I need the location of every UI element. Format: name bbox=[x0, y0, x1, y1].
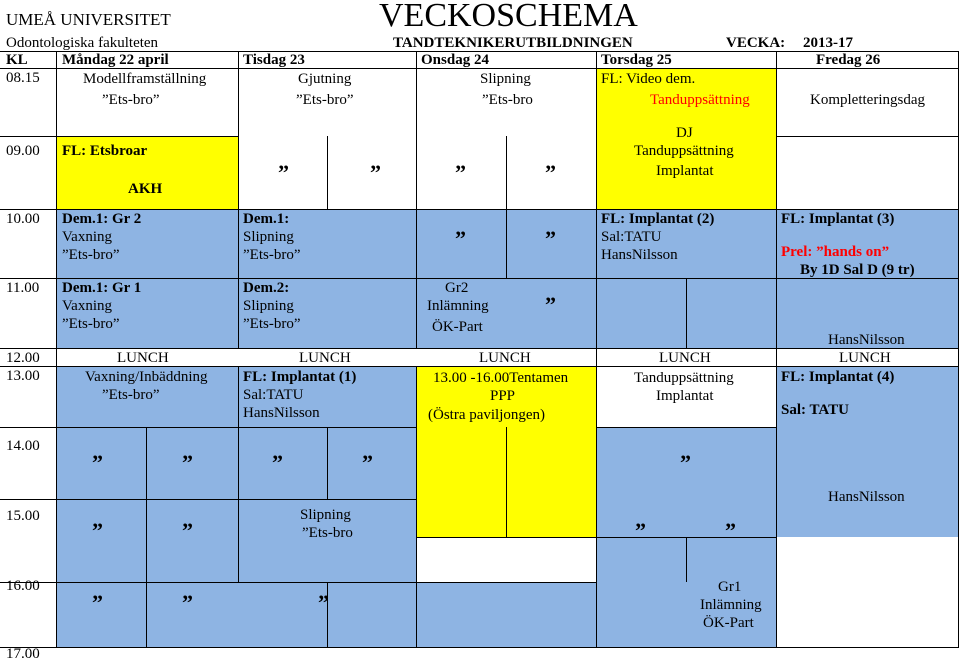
wednesday-1300-exam-name: PPP bbox=[490, 388, 516, 404]
day-header-friday: Fredag 26 bbox=[816, 52, 881, 68]
wednesday-1300-exam: 13.00 -16.00Tentamen bbox=[433, 370, 569, 386]
time-1000: 10.00 bbox=[6, 211, 40, 227]
ditto-mark: ” bbox=[545, 226, 556, 251]
week-value: 2013-17 bbox=[803, 35, 853, 51]
ditto-mark: ” bbox=[182, 518, 193, 543]
monday-1100-activity: Vaxning bbox=[62, 298, 112, 314]
monday-1300-topic: ”Ets-bro” bbox=[102, 387, 160, 403]
ditto-mark: ” bbox=[92, 450, 103, 475]
ditto-mark: ” bbox=[545, 292, 556, 317]
thursday-1600-group: Gr1 bbox=[718, 579, 742, 595]
ditto-mark: ” bbox=[182, 590, 193, 615]
wednesday-1100-group: Gr2 bbox=[445, 280, 469, 296]
day-header-tuesday: Tisdag 23 bbox=[243, 52, 305, 68]
ditto-mark: ” bbox=[545, 160, 556, 185]
week-label: VECKA: bbox=[726, 35, 786, 51]
wednesday-1100-course: ÖK-Part bbox=[432, 319, 483, 335]
program-name: TANDTEKNIKERUTBILDNINGEN bbox=[393, 35, 633, 51]
thursday-0815-topic: Tanduppsättning bbox=[650, 92, 750, 108]
ditto-mark: ” bbox=[455, 226, 466, 251]
ditto-mark: ” bbox=[182, 450, 193, 475]
tuesday-1300-room: Sal:TATU bbox=[243, 387, 304, 403]
tuesday-1000-topic: ”Ets-bro” bbox=[243, 247, 301, 263]
thursday-1300-activity: Tanduppsättning bbox=[634, 370, 734, 386]
ditto-mark: ” bbox=[455, 160, 466, 185]
monday-1100-topic: ”Ets-bro” bbox=[62, 316, 120, 332]
friday-morning-blue bbox=[776, 210, 959, 348]
wednesday-0815-course: Slipning bbox=[480, 71, 531, 87]
monday-1000-activity: Vaxning bbox=[62, 229, 112, 245]
monday-1000-demo: Dem.1: Gr 2 bbox=[62, 211, 142, 227]
university-name: UMEÅ UNIVERSITET bbox=[6, 10, 171, 29]
time-1700: 17.00 bbox=[6, 646, 40, 662]
friday-1000-location: By 1D Sal D (9 tr) bbox=[800, 262, 915, 278]
thursday-0815-lecture: FL: Video dem. bbox=[601, 71, 696, 87]
day-header-thursday: Torsdag 25 bbox=[601, 52, 672, 68]
time-1200: 12.00 bbox=[6, 350, 40, 366]
time-1600: 16.00 bbox=[6, 578, 40, 594]
tuesday-1500-topic: ”Ets-bro bbox=[302, 525, 353, 541]
friday-1000-lecture: FL: Implantat (3) bbox=[781, 211, 895, 227]
page-title: VECKOSCHEMA bbox=[379, 0, 638, 34]
time-1100: 11.00 bbox=[6, 280, 40, 296]
wednesday-0815-topic: ”Ets-bro bbox=[482, 92, 533, 108]
monday-0815-course: Modellframställning bbox=[83, 71, 207, 87]
tuesday-1100-demo: Dem.2: bbox=[243, 280, 290, 296]
time-1400: 14.00 bbox=[6, 438, 40, 454]
tuesday-1100-activity: Slipning bbox=[243, 298, 294, 314]
lunch-wednesday: LUNCH bbox=[479, 350, 531, 366]
monday-1100-demo: Dem.1: Gr 1 bbox=[62, 280, 142, 296]
friday-1300-lecture: FL: Implantat (4) bbox=[781, 369, 895, 385]
ditto-mark: ” bbox=[92, 590, 103, 615]
tuesday-0815-topic: ”Ets-bro” bbox=[296, 92, 354, 108]
time-1500: 15.00 bbox=[6, 508, 40, 524]
ditto-mark: ” bbox=[362, 450, 373, 475]
monday-0900-lecture: FL: Etsbroar bbox=[62, 143, 148, 159]
friday-1000-teacher: HansNilsson bbox=[828, 332, 905, 348]
time-0900: 09.00 bbox=[6, 143, 40, 159]
tuesday-1300-teacher: HansNilsson bbox=[243, 405, 320, 421]
monday-0900-teacher: AKH bbox=[128, 181, 163, 197]
ditto-mark: ” bbox=[278, 160, 289, 185]
thursday-teacher: DJ bbox=[676, 125, 693, 141]
afternoon-blue-right bbox=[596, 427, 959, 537]
lunch-monday: LUNCH bbox=[117, 350, 169, 366]
ditto-mark: ” bbox=[370, 160, 381, 185]
thursday-0900-activity: Tanduppsättning bbox=[634, 143, 734, 159]
tuesday-1000-demo: Dem.1: bbox=[243, 211, 290, 227]
faculty-name: Odontologiska fakulteten bbox=[6, 35, 159, 51]
thursday-1000-lecture: FL: Implantat (2) bbox=[601, 211, 715, 227]
thursday-1000-room: Sal:TATU bbox=[601, 229, 662, 245]
wednesday-1100-activity: Inlämning bbox=[427, 298, 489, 314]
time-0815: 08.15 bbox=[6, 70, 40, 86]
monday-1300-activity: Vaxning/Inbäddning bbox=[85, 369, 208, 385]
thursday-1600-course: ÖK-Part bbox=[703, 615, 754, 631]
lunch-thursday: LUNCH bbox=[659, 350, 711, 366]
tuesday-1000-activity: Slipning bbox=[243, 229, 294, 245]
ditto-mark: ” bbox=[635, 518, 646, 543]
ditto-mark: ” bbox=[318, 590, 329, 615]
thursday-1000-teacher: HansNilsson bbox=[601, 247, 678, 263]
wednesday-1300-location: (Östra paviljongen) bbox=[428, 407, 546, 423]
tuesday-0815-course: Gjutning bbox=[298, 71, 352, 87]
tuesday-1100-topic: ”Ets-bro” bbox=[243, 316, 301, 332]
kl-header: KL bbox=[6, 52, 28, 68]
monday-1000-topic: ”Ets-bro” bbox=[62, 247, 120, 263]
lunch-tuesday: LUNCH bbox=[299, 350, 351, 366]
tuesday-1300-lecture: FL: Implantat (1) bbox=[243, 369, 357, 385]
time-1300: 13.00 bbox=[6, 368, 40, 384]
lunch-friday: LUNCH bbox=[839, 350, 891, 366]
ditto-mark: ” bbox=[725, 518, 736, 543]
monday-0815-topic: ”Ets-bro” bbox=[102, 92, 160, 108]
ditto-mark: ” bbox=[92, 518, 103, 543]
ditto-mark: ” bbox=[272, 450, 283, 475]
thursday-0900-topic: Implantat bbox=[656, 163, 714, 179]
friday-1000-note: Prel: ”hands on” bbox=[781, 244, 890, 260]
tuesday-1500-activity: Slipning bbox=[300, 507, 351, 523]
friday-1300-room: Sal: TATU bbox=[781, 402, 849, 418]
day-header-wednesday: Onsdag 24 bbox=[421, 52, 489, 68]
friday-0815-activity: Kompletteringsdag bbox=[810, 92, 925, 108]
thursday-1600-activity: Inlämning bbox=[700, 597, 762, 613]
thursday-1300-topic: Implantat bbox=[656, 388, 714, 404]
ditto-mark: ” bbox=[680, 450, 691, 475]
friday-1300-teacher: HansNilsson bbox=[828, 489, 905, 505]
day-header-monday: Måndag 22 april bbox=[62, 52, 169, 68]
